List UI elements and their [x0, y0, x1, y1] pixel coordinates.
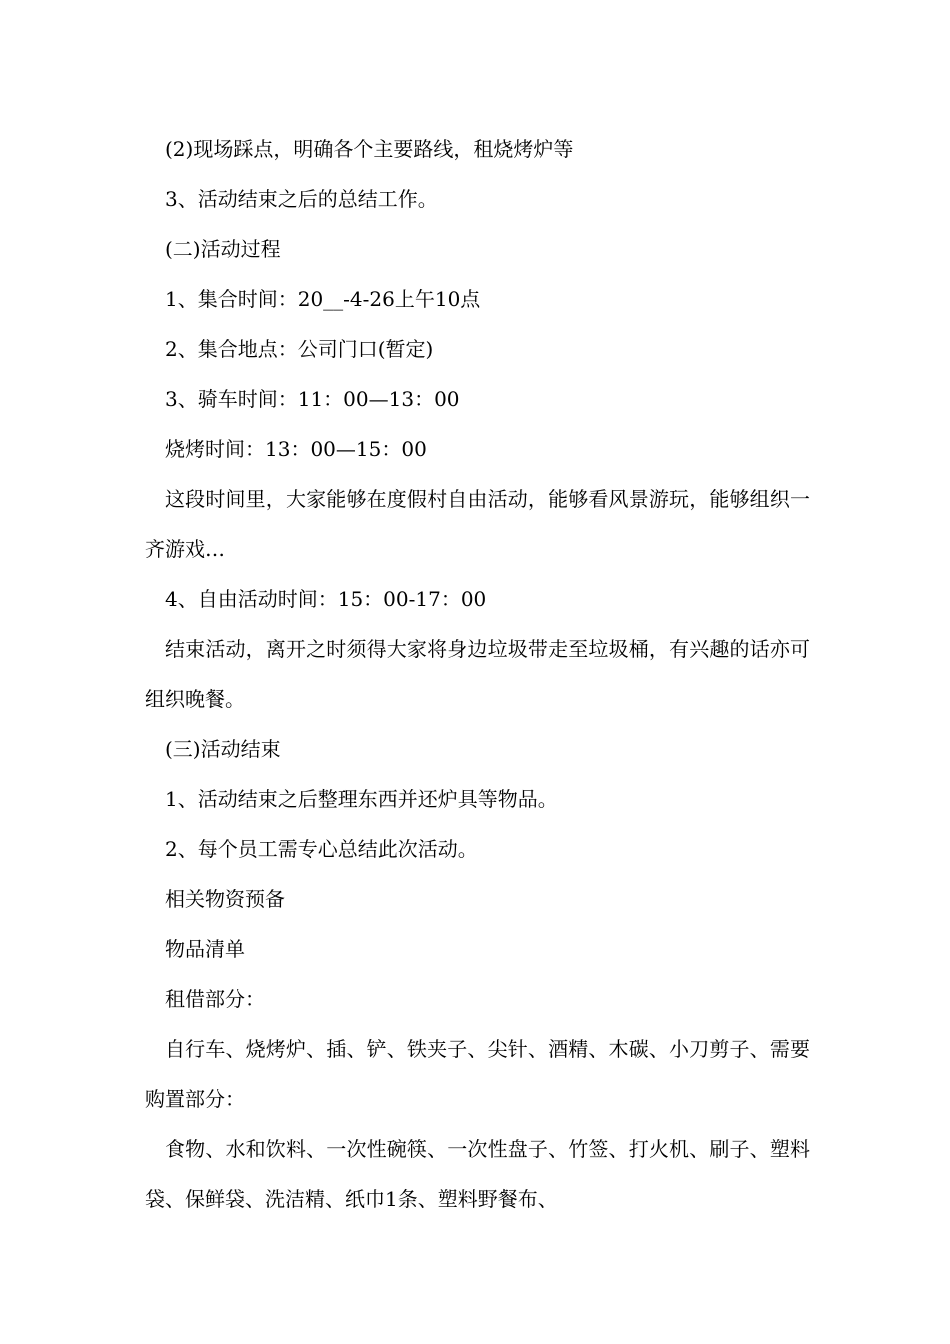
- paragraph-prep-site-visit: (2)现场踩点，明确各个主要路线，租烧烤炉等: [165, 137, 574, 161]
- paragraph-gather-place: 2、集合地点：公司门口(暂定): [165, 337, 434, 361]
- paragraph-gather-time: 1、集合时间：20__-4-26上午10点: [165, 287, 481, 311]
- section-heading-supplies: 相关物资预备: [165, 887, 285, 911]
- section-heading-process: (二)活动过程: [165, 237, 281, 261]
- paragraph-bbq-time: 烧烤时间：13：00—15：00: [165, 437, 427, 461]
- paragraph-prep-summary: 3、活动结束之后的总结工作。: [165, 187, 438, 211]
- paragraph-free-activity-time: 4、自由活动时间：15：00-17：00: [165, 587, 487, 611]
- paragraph-staff-summary: 2、每个员工需专心总结此次活动。: [165, 837, 478, 861]
- paragraph-cycling-time: 3、骑车时间：11：00—13：00: [165, 387, 460, 411]
- paragraph-end-activity-desc: 结束活动，离开之时须得大家将身边垃圾带走至垃圾桶，有兴趣的话亦可组织晚餐。: [145, 637, 810, 711]
- section-heading-rental: 租借部分：: [165, 987, 265, 1011]
- document-body: [145, 124, 810, 1224]
- paragraph-purchase-items: 食物、水和饮料、一次性碗筷、一次性盘子、竹签、打火机、刷子、塑料袋、保鲜袋、洗洁精、纸巾1条、塑料野餐布、: [145, 1137, 810, 1211]
- paragraph-rental-items: 自行车、烧烤炉、插、铲、铁夹子、尖针、酒精、木碳、小刀剪子、需要购置部分：: [145, 1037, 810, 1111]
- section-heading-end: (三)活动结束: [165, 737, 281, 761]
- section-heading-item-list: 物品清单: [165, 937, 245, 961]
- paragraph-free-activity-desc: 这段时间里，大家能够在度假村自由活动，能够看风景游玩，能够组织一齐游戏…: [145, 487, 810, 561]
- paragraph-return-items: 1、活动结束之后整理东西并还炉具等物品。: [165, 787, 558, 811]
